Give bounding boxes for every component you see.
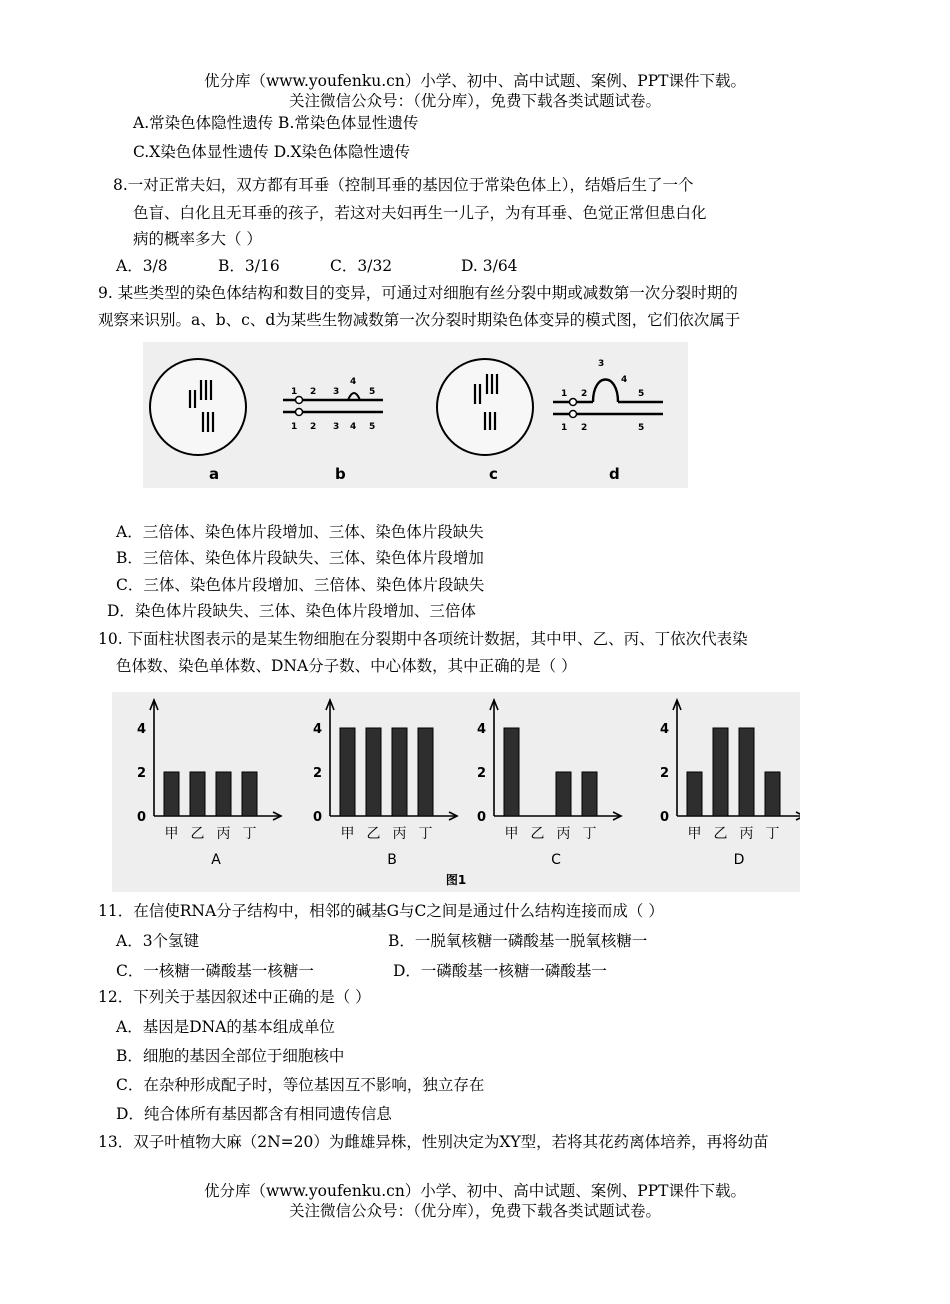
figure-d-bottom-number: 5 — [638, 423, 645, 433]
figure-label-d: d — [609, 465, 620, 483]
figure-b-top-number: 2 — [310, 387, 317, 397]
q9-option-b: B．三倍体、染色体片段缺失、三体、染色体片段增加 — [116, 549, 484, 567]
figure-b-top-number: 1 — [291, 387, 298, 397]
chart-c-bar — [504, 728, 519, 816]
chart-a-title: A — [211, 852, 221, 868]
chart-b-category-label: 甲 — [340, 826, 355, 842]
q12-stem: 12．下列关于基因叙述中正确的是（ ） — [98, 988, 371, 1006]
figure-b-bottom-number: 4 — [350, 422, 357, 432]
q8-option-b: B．3/16 — [218, 257, 280, 275]
chart-a-category-label: 甲 — [164, 826, 179, 842]
figure-c-cell — [437, 359, 533, 455]
figure-d-bottom-number: 1 — [561, 423, 568, 433]
q8-option-a: A．3/8 — [116, 257, 168, 275]
q12-option-d: D．纯合体所有基因都含有相同遗传信息 — [116, 1105, 392, 1123]
chart-c-title: C — [551, 852, 561, 868]
chart-c-category-label: 甲 — [504, 826, 519, 842]
q8-option-d: D. 3/64 — [461, 257, 518, 275]
q11-option-b: B．一脱氧核糖一磷酸基一脱氧核糖一 — [388, 932, 648, 950]
chart-c-bar — [582, 772, 597, 816]
chart-a-bar — [190, 772, 205, 816]
chart-a-y-tick-label: 4 — [137, 722, 147, 737]
chart-d-bar — [713, 728, 728, 816]
q8-stem-line2: 色盲、白化且无耳垂的孩子，若这对夫妇再生一儿子，为有耳垂、色觉正常但患白化 — [133, 204, 707, 222]
chart-b-title: B — [387, 852, 397, 868]
chart-c-y-tick-label: 4 — [477, 722, 487, 737]
chart-d-y-tick-label: 2 — [660, 766, 670, 781]
q11-option-d: D．一磷酸基一核糖一磷酸基一 — [393, 962, 607, 980]
q9-option-c: C．三体、染色体片段增加、三倍体、染色体片段缺失 — [116, 576, 485, 594]
figure-b-bottom-number: 1 — [291, 422, 298, 432]
q12-option-a: A．基因是DNA的基本组成单位 — [116, 1018, 335, 1036]
chart-b-y-tick-label: 4 — [313, 722, 323, 737]
chart-b-category-label: 乙 — [366, 826, 381, 842]
chart-b-y-tick-label: 0 — [313, 810, 323, 825]
q10-stem-line1: 10. 下面柱状图表示的是某生物细胞在分裂期中各项统计数据，其中甲、乙、丙、丁依次代表染 — [98, 630, 748, 648]
figure-b-bottom-number: 3 — [333, 422, 340, 432]
chart-a-y-tick-label: 2 — [137, 766, 147, 781]
q9-stem-line2: 观察来识别。a、b、c、d为某些生物减数第一次分裂时期染色体变异的模式图，它们依次属于 — [98, 311, 741, 329]
figure-b-bottom-number: 2 — [310, 422, 317, 432]
figure-d-top-number: 5 — [638, 389, 645, 399]
figure-label-c: c — [489, 465, 498, 483]
figure-b-top-number: 5 — [369, 387, 376, 397]
q11-option-c: C．一核糖一磷酸基一核糖一 — [116, 962, 314, 980]
chart-d-y-tick-label: 0 — [660, 810, 670, 825]
page-footer-line2: 关注微信公众号：（优分库），免费下载各类试题试卷。 — [288, 1202, 661, 1220]
chart-a-category-label: 丁 — [242, 826, 257, 842]
q7-options-ab: A.常染色体隐性遗传 B.常染色体显性遗传 — [133, 114, 419, 132]
chart-d-category-label: 丙 — [739, 826, 754, 842]
chart-a-bar — [164, 772, 179, 816]
q9-option-a: A．三倍体、染色体片段增加、三体、染色体片段缺失 — [116, 523, 484, 541]
chart-c-y-tick-label: 0 — [477, 810, 487, 825]
figure-label-a: a — [209, 465, 220, 483]
figure-b-bottom-number: 5 — [369, 422, 376, 432]
q8-option-c: C．3/32 — [330, 257, 393, 275]
q10-bar-chart-figure — [112, 692, 800, 892]
chart-b-bar — [392, 728, 407, 816]
chart-a-bar — [242, 772, 257, 816]
q9-option-d: D．染色体片段缺失、三体、染色体片段增加、三倍体 — [107, 602, 476, 620]
q7-options-cd: C.X染色体显性遗传 D.X染色体隐性遗传 — [133, 143, 411, 161]
q13-stem-line1: 13．双子叶植物大麻（2N=20）为雌雄异株，性别决定为XY型，若将其花药离体培养，再将幼苗 — [98, 1133, 769, 1151]
chart-c-category-label: 乙 — [530, 826, 545, 842]
figure-label-b: b — [335, 465, 346, 483]
page-footer-line1: 优分库（www.youfenku.cn）小学、初中、高中试题、案例、PPT课件下载。 — [203, 1182, 747, 1200]
q12-option-c: C．在杂种形成配子时，等位基因互不影响，独立存在 — [116, 1076, 485, 1094]
chart-c-y-tick-label: 2 — [477, 766, 487, 781]
chart-d-y-tick-label: 4 — [660, 722, 670, 737]
chart-c-category-label: 丙 — [556, 826, 571, 842]
chart-a-y-tick-label: 0 — [137, 810, 147, 825]
figure-b-top-number: 3 — [333, 387, 340, 397]
q10-stem-line2: 色体数、染色单体数、DNA分子数、中心体数，其中正确的是（ ） — [116, 657, 577, 675]
chart-a-category-label: 丙 — [216, 826, 231, 842]
q9-chromosome-figure — [143, 342, 688, 488]
chart-b-category-label: 丙 — [392, 826, 407, 842]
chart-d-bar — [739, 728, 754, 816]
figure-d-top-number: 1 — [561, 389, 568, 399]
chart-b-category-label: 丁 — [418, 826, 433, 842]
page-header-line2: 关注微信公众号：（优分库），免费下载各类试题试卷。 — [288, 92, 661, 110]
chart-a-category-label: 乙 — [190, 826, 205, 842]
q8-stem-line1: 8.一对正常夫妇，双方都有耳垂（控制耳垂的基因位于常染色体上），结婚后生了一个 — [113, 176, 694, 194]
chart-c-category-label: 丁 — [582, 826, 597, 842]
q10-chart-svg — [112, 692, 800, 892]
q11-stem: 11．在信使RNA分子结构中，相邻的碱基G与C之间是通过什么结构连接而成（ ） — [98, 902, 664, 920]
chart-d-bar — [765, 772, 780, 816]
q12-option-b: B．细胞的基因全部位于细胞核中 — [116, 1047, 345, 1065]
chart-d-category-label: 丁 — [765, 826, 780, 842]
figure-d-bottom-number: 2 — [581, 423, 588, 433]
chart-b-bar — [418, 728, 433, 816]
q11-option-a: A．3个氢键 — [116, 932, 200, 950]
q9-figure-svg — [143, 342, 688, 488]
figure-b-top-number: 4 — [350, 377, 357, 387]
figure-d-top-number: 3 — [598, 359, 605, 369]
chart-d-category-label: 乙 — [713, 826, 728, 842]
page-header-line1: 优分库（www.youfenku.cn）小学、初中、高中试题、案例、PPT课件下载。 — [203, 72, 747, 90]
figure-a-cell — [150, 359, 246, 455]
chart-d-category-label: 甲 — [687, 826, 702, 842]
chart-d-bar — [687, 772, 702, 816]
chart-figure-title: 图1 — [445, 873, 467, 887]
q8-stem-line3: 病的概率多大（ ） — [133, 230, 262, 248]
chart-a-bar — [216, 772, 231, 816]
chart-c-bar — [556, 772, 571, 816]
chart-b-y-tick-label: 2 — [313, 766, 323, 781]
q9-stem-line1: 9. 某些类型的染色体结构和数目的变异，可通过对细胞有丝分裂中期或减数第一次分裂时期的 — [98, 284, 738, 302]
figure-d-top-number: 4 — [621, 375, 628, 385]
chart-b-bar — [340, 728, 355, 816]
chart-d-title: D — [733, 852, 745, 868]
chart-b-bar — [366, 728, 381, 816]
figure-d-top-number: 2 — [581, 389, 588, 399]
